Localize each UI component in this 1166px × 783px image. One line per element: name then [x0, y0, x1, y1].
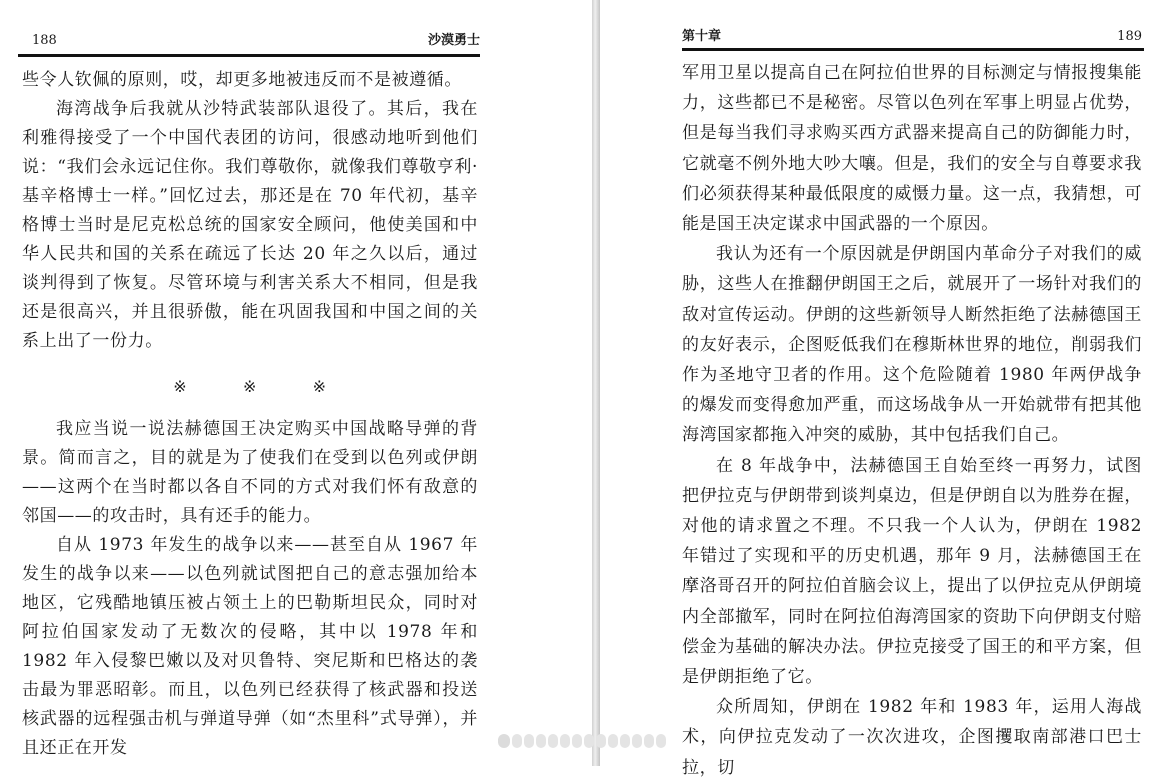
page-scroll-indicator[interactable] [498, 733, 680, 749]
scroll-dot[interactable] [632, 734, 642, 748]
left-paragraph-1: 些令人钦佩的原则，哎，却更多地被违反而不是被遵循。 [22, 70, 462, 90]
right-paragraph-2: 我认为还有一个原因就是伊朗国内革命分子对我们的威胁，这些人在推翻伊朗国王之后，就展开了一场针对我们的敌对宣传运动。伊朗的这些新领导人断然拒绝了法赫德国王的友好表示，企图贬低我们在穆斯林世界的地位，削弱我们作为圣地守卫者的作用。这个危险随着 1980 年两伊战争的爆发而变得愈加严重，而这场战争从一开始就带有把其他海湾国家都拖入冲突的威胁，其中包括我们自己。 [682, 244, 1142, 446]
scroll-dot[interactable] [656, 734, 666, 748]
scroll-dot[interactable] [608, 734, 618, 748]
scroll-dot[interactable] [584, 734, 594, 748]
right-page [600, 0, 1166, 778]
scroll-dot[interactable] [560, 734, 570, 748]
section-separator: ※ ※ ※ [173, 377, 327, 396]
scroll-dot[interactable] [512, 734, 522, 748]
left-paragraph-2: 海湾战争后我就从沙特武装部队退役了。其后，我在利雅得接受了一个中国代表团的访问，很感动地听到他们说：“我们会永远记住你。我们尊敬你，就像我们尊敬亨利·基辛格博士一样。”回忆过去，那还是在 70 年代初，基辛格博士当时是尼克松总统的国家安全顾问，他使美国和中华人民共和国的关系在疏远了长达 20 年之久以后，通过谈判得到了恢复。尽管环境与利害关系大不相同，但是我还是很高兴，并且很骄傲，能在巩固我国和中国之间的关系上出了一份力。 [22, 99, 478, 351]
right-header-rule [682, 48, 1144, 51]
right-page-body [682, 58, 1142, 783]
right-paragraph-3: 在 8 年战争中，法赫德国王自始至终一再努力，试图把伊拉克与伊朗带到谈判桌边，但是伊朗自以为胜券在握，对他的请求置之不理。不只我一个人认为，伊朗在 1982 年错过了实现和平的历史机遇，那年 9 月，法赫德国王在摩洛哥召开的阿拉伯首脑会议上，提出了以伊拉克从伊朗境内全部撤军，同时在阿拉伯海湾国家的资助下向伊朗支付赔偿金为基础的解决办法。伊拉克接受了国王的和平方案，但是伊朗拒绝了它。 [682, 455, 1142, 688]
right-page-number: 189 [1117, 29, 1142, 44]
left-paragraph-3: 我应当说一说法赫德国王决定购买中国战略导弹的背景。简而言之，目的就是为了使我们在受到以色列或伊朗——这两个在当时都以各自不同的方式对我们怀有敌意的邻国——的攻击时，具有还手的能力。 [22, 419, 478, 526]
left-header-rule [18, 54, 480, 57]
right-paragraph-4: 众所周知，伊朗在 1982 年和 1983 年，运用人海战术，向伊拉克发动了一次次进攻，企图攫取南部港口巴士拉，切 [682, 697, 1142, 778]
left-running-title: 沙漠勇士 [427, 33, 480, 48]
left-page-body [22, 66, 478, 763]
book-gutter [592, 0, 600, 766]
scroll-dot[interactable] [596, 734, 606, 748]
scroll-dot[interactable] [536, 734, 546, 748]
left-page [0, 0, 592, 766]
left-page-header [22, 30, 480, 52]
scroll-dot[interactable] [572, 734, 582, 748]
left-page-number: 188 [32, 33, 57, 48]
scroll-dot[interactable] [548, 734, 558, 748]
scroll-dot[interactable] [498, 734, 510, 748]
right-paragraph-1: 军用卫星以提高自己在阿拉伯世界的目标测定与情报搜集能力，这些都已不是秘密。尽管以色列在军事上明显占优势，但是每当我们寻求购买西方武器来提高自己的防御能力时，它就毫不例外地大吵大嚷。但是，我们的安全与自尊要求我们必须获得某种最低限度的威慑力量。这一点，我猜想，可能是国王决定谋求中国武器的一个原因。 [682, 63, 1142, 235]
scroll-dot[interactable] [524, 734, 534, 748]
right-page-header [682, 26, 1142, 48]
left-paragraph-4: 自从 1973 年发生的战争以来——甚至自从 1967 年发生的战争以来——以色列就试图把自己的意志强加给本地区，它残酷地镇压被占领土上的巴勒斯坦民众，同时对阿拉伯国家发动了无数次的侵略，其中以 1978 年和 1982 年入侵黎巴嫩以及对贝鲁特、突尼斯和巴格达的袭击最为罪恶昭彰。而且，以色列已经获得了核武器和投送核武器的远程强击机与弹道导弹（如“杰里科”式导弹），并且还正在开发 [22, 535, 478, 758]
scroll-dot[interactable] [644, 734, 654, 748]
scroll-dot[interactable] [620, 734, 630, 748]
right-running-title: 第十章 [682, 29, 722, 44]
